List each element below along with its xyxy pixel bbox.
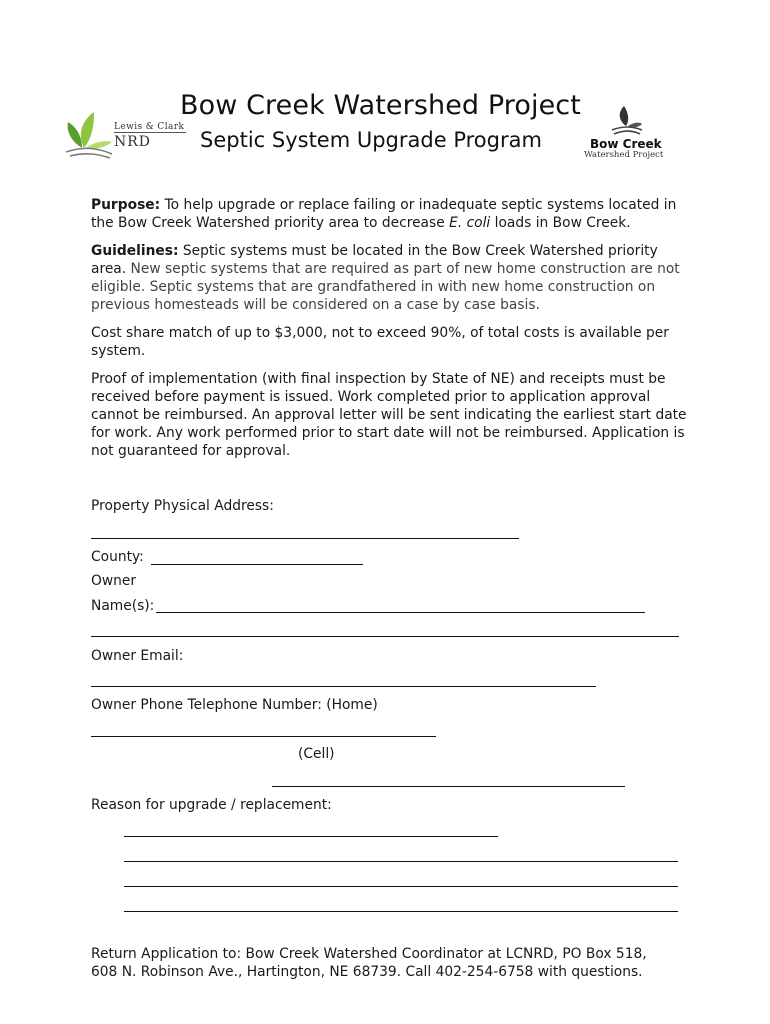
phone-cell-label: (Cell) [298,746,335,762]
guidelines-text-gray: New septic systems that are required as part of new home construction are not eligible. Septic systems that are grandfathered in with new home construction on previous homesteads will be considered on a case by case basis. [91,261,680,313]
guidelines-label: Guidelines: [91,243,179,259]
reason-line-3[interactable] [124,886,678,887]
purpose-text-after: loads in Bow Creek. [490,215,631,231]
logo-left-line2: NRD [114,134,152,150]
reason-line-2[interactable] [124,861,678,862]
logo-left-line1: Lewis & Clark [114,122,185,132]
reason-line-1[interactable] [124,836,498,837]
phone-cell-line[interactable] [272,786,625,787]
address-line[interactable] [91,538,519,539]
address-label: Property Physical Address: [91,498,274,514]
reason-label: Reason for upgrade / replacement: [91,797,332,813]
return-instructions [91,945,731,981]
email-label: Owner Email: [91,648,184,664]
cost-share-paragraph: Cost share match of up to $3,000, not to exceed 90%, of total costs is available per system. [91,325,669,359]
reason-line-4[interactable] [124,911,678,912]
county-label: County: [91,549,144,565]
logo-right-line2: Watershed Project [584,150,664,160]
purpose-text-before: To help upgrade or replace failing or inadequate septic systems located in the Bow Creek Watershed priority area to decrease [91,197,677,231]
phone-home-label: Owner Phone Telephone Number: (Home) [91,697,378,713]
logo-divider [114,132,186,133]
email-line[interactable] [91,686,596,687]
purpose-label: Purpose: [91,197,161,213]
page-title: Bow Creek Watershed Project [180,90,581,121]
phone-home-line[interactable] [91,736,436,737]
lewis-clark-nrd-logo [64,108,194,160]
names-line[interactable] [156,612,645,613]
proof-paragraph: Proof of implementation (with final inspection by State of NE) and receipts must be received before payment is issued. Work completed prior to application approval cannot be reimbursed. An approval letter will be sent indicating the earliest start date for work. Any work performed prior to start date will not be reimbursed. Application is not guaranteed for approval. [91,371,687,459]
names-label: Name(s): [91,598,155,614]
footer-line-1: Return Application to: Bow Creek Watershed Coordinator at LCNRD, PO Box 518, [91,946,647,962]
guidelines-paragraph [91,242,691,314]
names-line-2[interactable] [91,636,679,637]
bow-creek-logo [582,104,666,162]
purpose-paragraph [91,196,691,232]
logo-right-line1: Bow Creek [590,137,662,151]
footer-line-2: 608 N. Robinson Ave., Hartington, NE 68739. Call 402-254-6758 with questions. [91,964,643,980]
guidelines-text-main: Septic systems must be located in the Bow Creek Watershed priority area. [91,243,658,277]
county-line[interactable] [151,564,363,565]
page-subtitle: Septic System Upgrade Program [200,128,542,152]
owner-label: Owner [91,573,137,589]
purpose-italic: E. coli [449,215,491,231]
bow-creek-leaf-icon [582,104,666,136]
